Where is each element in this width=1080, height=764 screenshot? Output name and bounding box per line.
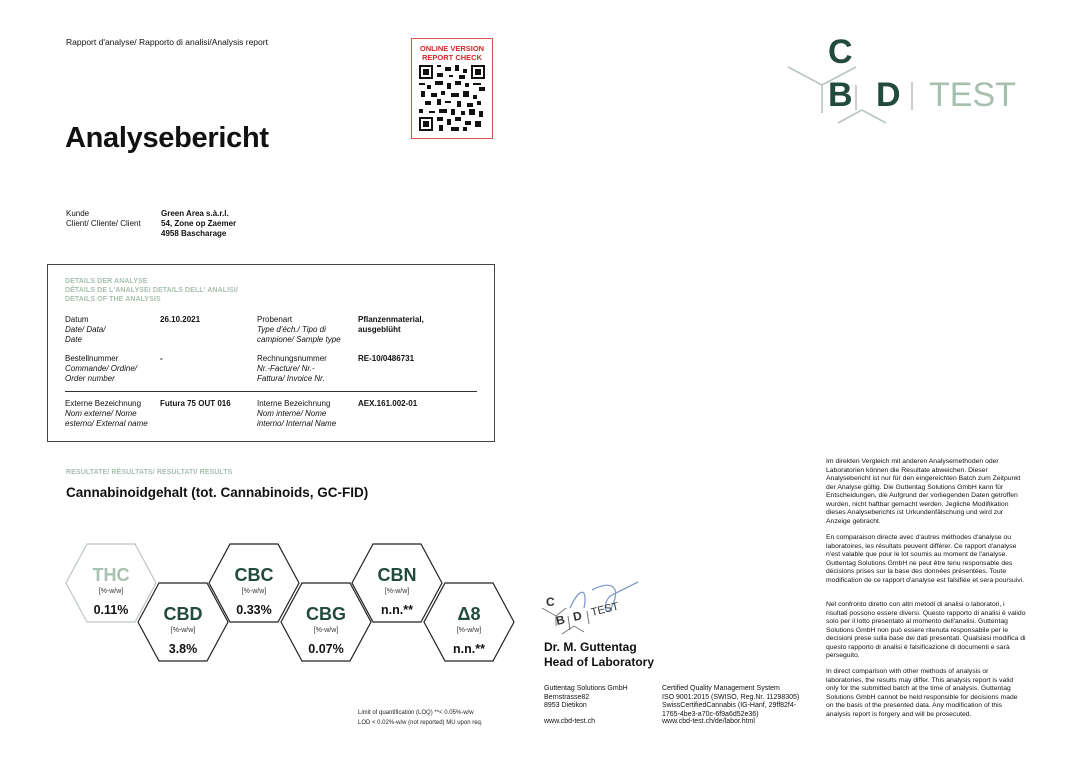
- analysis-details-panel: [47, 264, 495, 442]
- svg-text:C: C: [828, 33, 853, 71]
- result-cbg: CBG [%-w/w] 0.07%: [280, 582, 372, 672]
- result-delta8: Δ8 [%-w/w] n.n.**: [423, 582, 515, 672]
- disclaimer-de: Im direkten Vergleich mit anderen Analysemethoden oder Laboratorien können die Resultate abweichen. Dieser Analysebericht ist nur für den eingereichten Batch zum Zeitpunkt der Analyse gültig. Die Guttentag Solutions GmbH kann für Entscheidungen, die Aufgrund der vorliegenden Daten getroffen wurden, nicht haftbar gemacht werden. Jegliche Modifikation dieses Analyseberichts ist Urkundenfälschung und wird zur Anzeige gebracht.: [826, 458, 1021, 525]
- result-cbd: CBD [%-w/w] 3.8%: [137, 582, 229, 672]
- disclaimer-it: Nel confronto diretto con altri metodi di analisi o laboratori, i risultati possono essere diversi. Questo rapporto di analisi è valido solo per il lotto presentato al momento dell'analisi. Guttentag Solutions GmbH non può essere ritenuta responsabile per le decisioni prese sulla base dei dati presentati. Qualsiasi modifica di questo rapporto di analisi è falsificazione di documenti e sarà perseguito.: [826, 601, 1026, 659]
- client-city: 4958 Bascharage: [161, 229, 227, 238]
- signatory-name: Dr. M. Guttentag: [544, 640, 637, 654]
- invoice-number-value: RE-10/0486731: [358, 354, 415, 363]
- external-name-value: Futura 75 OUT 016: [160, 399, 231, 408]
- qr-report-check[interactable]: [411, 38, 493, 139]
- external-name-label: Externe Bezeichnung Nom externe/ Nome esterno/ External name: [65, 399, 148, 428]
- date-label: Datum Date/ Data/ Date: [65, 315, 106, 344]
- order-number-label: Bestellnummer Commande/ Ordine/ Order number: [65, 354, 138, 383]
- disclaimer-fr: En comparaison directe avec d'autres méthodes d'analyse ou laboratoires, les résultats peuvent différer. Ce rapport d'analyse n'est valable que pour le lot soumis au moment de l'analyse. Guttentag Solutions GmbH ne peut être tenu responsable des décisions prises sur la base des données présentées. Toute modification de ce rapport d'analyse est falsifiée et sera poursuivi.: [826, 534, 1025, 584]
- qr-label-line2: REPORT CHECK: [421, 53, 482, 62]
- result-cbn: CBN [%-w/w] n.n.**: [351, 543, 443, 633]
- disclaimer-en: In direct comparison with other methods of analysis or laboratories, the results may differ. This analysis report is valid only for the submitted batch at the time of analysis. Guttentag Solutions GmbH cannot be held responsible for decisions made on the basis of the presented data. Any modification of this analysis report is forgery and will be prosecuted.: [826, 668, 1018, 718]
- results-title: Cannabinoidgehalt (tot. Cannabinoids, GC-FID): [66, 485, 369, 500]
- svg-text:D: D: [876, 76, 901, 114]
- cbd-test-logo: [780, 30, 1020, 130]
- details-heading: DETAILS DER ANALYSE DÉTAILS DE L'ANALYSE/ DETAILS DELL' ANALISI/ DETAILS OF THE ANALYSIS: [65, 278, 239, 303]
- svg-text:B: B: [554, 612, 567, 628]
- svg-text:B: B: [828, 76, 853, 114]
- page-title: Analysebericht: [65, 122, 269, 154]
- svg-text:D: D: [571, 608, 584, 624]
- qr-label-line1: ONLINE VERSION: [419, 44, 485, 53]
- divider: [65, 391, 477, 392]
- result-cbc: CBC [%-w/w] 0.33%: [208, 543, 300, 633]
- result-thc: THC [%-w/w] 0.11%: [65, 543, 157, 633]
- results-heading: RESULTATE/ RÉSULTATS/ RESULTATI/ RESULTS: [66, 469, 233, 476]
- report-type-label: Rapport d'analyse/ Rapporto di analisi/Analysis report: [66, 37, 268, 47]
- signature-stamp-icon: [540, 578, 650, 638]
- sample-type-label: Probenart Type d'éch./ Tipo di campione/ Sample type: [257, 315, 341, 344]
- invoice-number-label: Rechnungsnummer Nr.-Facture/ Nr.- Fattura/ Invoice Nr.: [257, 354, 327, 383]
- client-label: Kunde Client/ Cliente/ Client: [66, 209, 141, 228]
- client-street: 54, Zone op Zaemer: [161, 219, 237, 228]
- company-website-link[interactable]: www.cbd-test.ch: [544, 718, 595, 725]
- qr-code-icon: [419, 65, 485, 131]
- svg-text:TEST: TEST: [589, 600, 621, 619]
- sample-type-value: Pflanzenmaterial, ausgeblüht: [358, 315, 424, 334]
- internal-name-label: Interne Bezeichnung Nom interne/ Nome interno/ Internal Name: [257, 399, 337, 428]
- signatory: [544, 640, 654, 670]
- client-address: [161, 209, 236, 239]
- loq-footnote: Limit of quantification (LOQ) **< 0.05%-w/w LOD < 0.02%-w/w (not reported) MU upon req.: [358, 710, 483, 726]
- internal-name-value: AEX.161.002-01: [358, 399, 418, 408]
- svg-text:TEST: TEST: [929, 76, 1016, 114]
- company-address: Guttentag Solutions GmbH Bernstrasse82 8953 Dietikon: [544, 685, 628, 710]
- client-name: Green Area s.à.r.l.: [161, 209, 229, 218]
- certification-info: Certified Quality Management System ISO 9001:2015 (SWISO, Reg.Nr. 11298305) SwissCertifiedCannabis (IG-Hanf, 29ff82f4- 1765-4be3-a70c-6f9a6d52e36): [662, 685, 800, 718]
- order-number-value: -: [160, 354, 163, 363]
- svg-text:C: C: [546, 595, 555, 609]
- date-value: 26.10.2021: [160, 315, 201, 324]
- lab-website-link[interactable]: www.cbd-test.ch/de/labor.html: [662, 718, 755, 725]
- signatory-role: Head of Laboratory: [544, 655, 655, 669]
